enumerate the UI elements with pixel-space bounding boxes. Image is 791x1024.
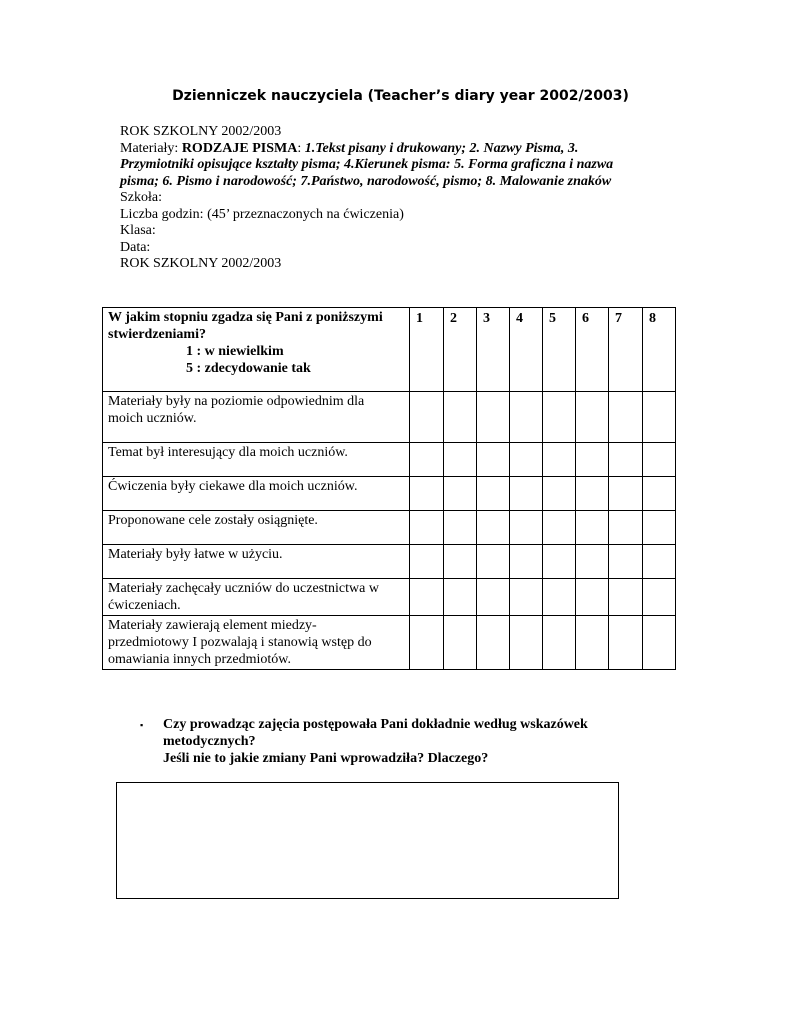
rating-cell[interactable] (609, 511, 643, 545)
rating-cell[interactable] (643, 477, 676, 511)
rating-cell[interactable] (543, 545, 576, 579)
rating-cell[interactable] (477, 545, 510, 579)
table-row (103, 511, 676, 545)
rating-cell[interactable] (510, 392, 543, 443)
statement-text: przedmiotowy I pozwalają i stanowią wstęp do (108, 635, 372, 650)
rating-cell[interactable] (444, 579, 477, 616)
rating-cell[interactable] (444, 477, 477, 511)
materials-list-3: pisma; 6. Pismo i narodowość; 7.Państwo, narodowość, pismo; 8. Malowanie znaków (120, 173, 612, 189)
statement-text: moich uczniów. (108, 411, 197, 426)
table-row (103, 443, 676, 477)
rating-cell[interactable] (444, 443, 477, 477)
rating-cell[interactable] (510, 511, 543, 545)
rating-cell[interactable] (543, 443, 576, 477)
date-field: Data: (120, 239, 151, 255)
statement-text: Temat był interesujący dla moich uczniów. (108, 445, 348, 460)
school-field: Szkoła: (120, 190, 162, 205)
materials-line (120, 141, 660, 158)
statement-text: Proponowane cele zostały osiągnięte. (108, 513, 318, 528)
class-field: Klasa: (120, 223, 156, 238)
rating-cell[interactable] (576, 545, 609, 579)
statement-text: Materiały zawierają element miedzy- (108, 618, 317, 633)
rating-cell[interactable] (477, 443, 510, 477)
hours-field: Liczba godzin: (45’ przeznaczonych na ćwiczenia) (120, 206, 404, 222)
rating-cell[interactable] (576, 477, 609, 511)
rating-cell[interactable] (477, 392, 510, 443)
rating-cell[interactable] (576, 443, 609, 477)
rating-cell[interactable] (576, 579, 609, 616)
rating-cell[interactable] (543, 511, 576, 545)
survey-table (102, 307, 676, 670)
table-row (103, 392, 676, 443)
statement-cell (103, 579, 410, 616)
table-row (103, 545, 676, 579)
rating-cell[interactable] (543, 477, 576, 511)
rating-cell[interactable] (477, 579, 510, 616)
rating-cell[interactable] (576, 392, 609, 443)
follow-up-line-1: Czy prowadząc zajęcia postępowała Pani dokładnie według wskazówek (163, 717, 588, 732)
rating-cell[interactable] (576, 511, 609, 545)
rating-cell[interactable] (543, 579, 576, 616)
rating-cell[interactable] (643, 616, 676, 670)
follow-up-line-3: Jeśli nie to jakie zmiany Pani wprowadziła? Dlaczego? (163, 751, 489, 766)
question-header-cell (103, 308, 410, 392)
statement-cell (103, 477, 410, 511)
statement-cell (103, 616, 410, 670)
table-header-row (103, 308, 676, 392)
statement-text: ćwiczeniach. (108, 598, 181, 613)
rating-cell[interactable] (510, 443, 543, 477)
rating-cell[interactable] (410, 392, 444, 443)
rating-cell[interactable] (609, 579, 643, 616)
rating-cell[interactable] (410, 579, 444, 616)
rating-cell[interactable] (444, 545, 477, 579)
bullet-square-icon: ▪ (140, 720, 144, 730)
rating-cell[interactable] (643, 579, 676, 616)
materials-label: Materiały: (120, 140, 182, 156)
rating-cell[interactable] (444, 511, 477, 545)
school-year-line: ROK SZKOLNY 2002/2003 (120, 124, 282, 139)
table-row (103, 477, 676, 511)
rating-cell[interactable] (643, 392, 676, 443)
rating-cell[interactable] (609, 392, 643, 443)
materials-topic: RODZAJE PISMA (181, 140, 298, 156)
rating-cell[interactable] (543, 616, 576, 670)
question-text-2: stwierdzeniami? (108, 327, 206, 342)
rating-cell[interactable] (510, 579, 543, 616)
statement-cell (103, 443, 410, 477)
rating-cell[interactable] (643, 443, 676, 477)
follow-up-line-2: metodycznych? (163, 734, 256, 749)
statement-cell (103, 545, 410, 579)
column-header: 7 (609, 308, 643, 392)
rating-cell[interactable] (410, 443, 444, 477)
rating-cell[interactable] (444, 392, 477, 443)
follow-up-question (140, 716, 588, 767)
rating-cell[interactable] (477, 477, 510, 511)
question-text-1: W jakim stopniu zgadza się Pani z poniższymi (108, 310, 383, 325)
rating-cell[interactable] (543, 392, 576, 443)
rating-cell[interactable] (609, 443, 643, 477)
statement-text: omawiania innych przedmiotów. (108, 652, 291, 667)
rating-cell[interactable] (477, 511, 510, 545)
rating-cell[interactable] (477, 616, 510, 670)
statement-text: Materiały zachęcały uczniów do uczestnictwa w (108, 581, 379, 596)
rating-cell[interactable] (410, 511, 444, 545)
table-row (103, 616, 676, 670)
rating-cell[interactable] (609, 616, 643, 670)
rating-cell[interactable] (444, 616, 477, 670)
rating-cell[interactable] (410, 616, 444, 670)
statement-cell (103, 392, 410, 443)
materials-colon: : (297, 140, 305, 156)
materials-list-1: 1.Tekst pisany i drukowany; 2. Nazwy Pisma, 3. (304, 140, 579, 156)
rating-cell[interactable] (410, 545, 444, 579)
scale-low-label: 1 : w niewielkim (186, 344, 284, 359)
table-row (103, 579, 676, 616)
rating-cell[interactable] (643, 545, 676, 579)
statement-text: Materiały były na poziomie odpowiednim dla (108, 394, 365, 409)
school-year-line-2: ROK SZKOLNY 2002/2003 (120, 256, 282, 271)
answer-box[interactable] (116, 782, 619, 899)
column-header: 2 (444, 308, 477, 392)
column-header: 8 (643, 308, 676, 392)
column-header: 6 (576, 308, 609, 392)
materials-list-2: Przymiotniki opisujące kształty pisma; 4.Kierunek pisma: 5. Forma graficzna i nazwa (120, 157, 614, 172)
scale-high-label: 5 : zdecydowanie tak (186, 361, 311, 376)
statement-text: Ćwiczenia były ciekawe dla moich uczniów. (108, 479, 358, 494)
column-header: 1 (410, 308, 444, 392)
rating-cell[interactable] (510, 545, 543, 579)
statement-cell (103, 511, 410, 545)
rating-cell[interactable] (576, 616, 609, 670)
rating-cell[interactable] (510, 616, 543, 670)
document-title: Dzienniczek nauczyciela (Teacher’s diary year 2002/2003) (172, 88, 629, 104)
rating-cell[interactable] (643, 511, 676, 545)
rating-cell[interactable] (510, 477, 543, 511)
rating-cell[interactable] (609, 477, 643, 511)
column-header: 3 (477, 308, 510, 392)
rating-cell[interactable] (410, 477, 444, 511)
column-header: 5 (543, 308, 576, 392)
statement-text: Materiały były łatwe w użyciu. (108, 547, 283, 562)
column-header: 4 (510, 308, 543, 392)
header-block (120, 124, 660, 273)
rating-cell[interactable] (609, 545, 643, 579)
